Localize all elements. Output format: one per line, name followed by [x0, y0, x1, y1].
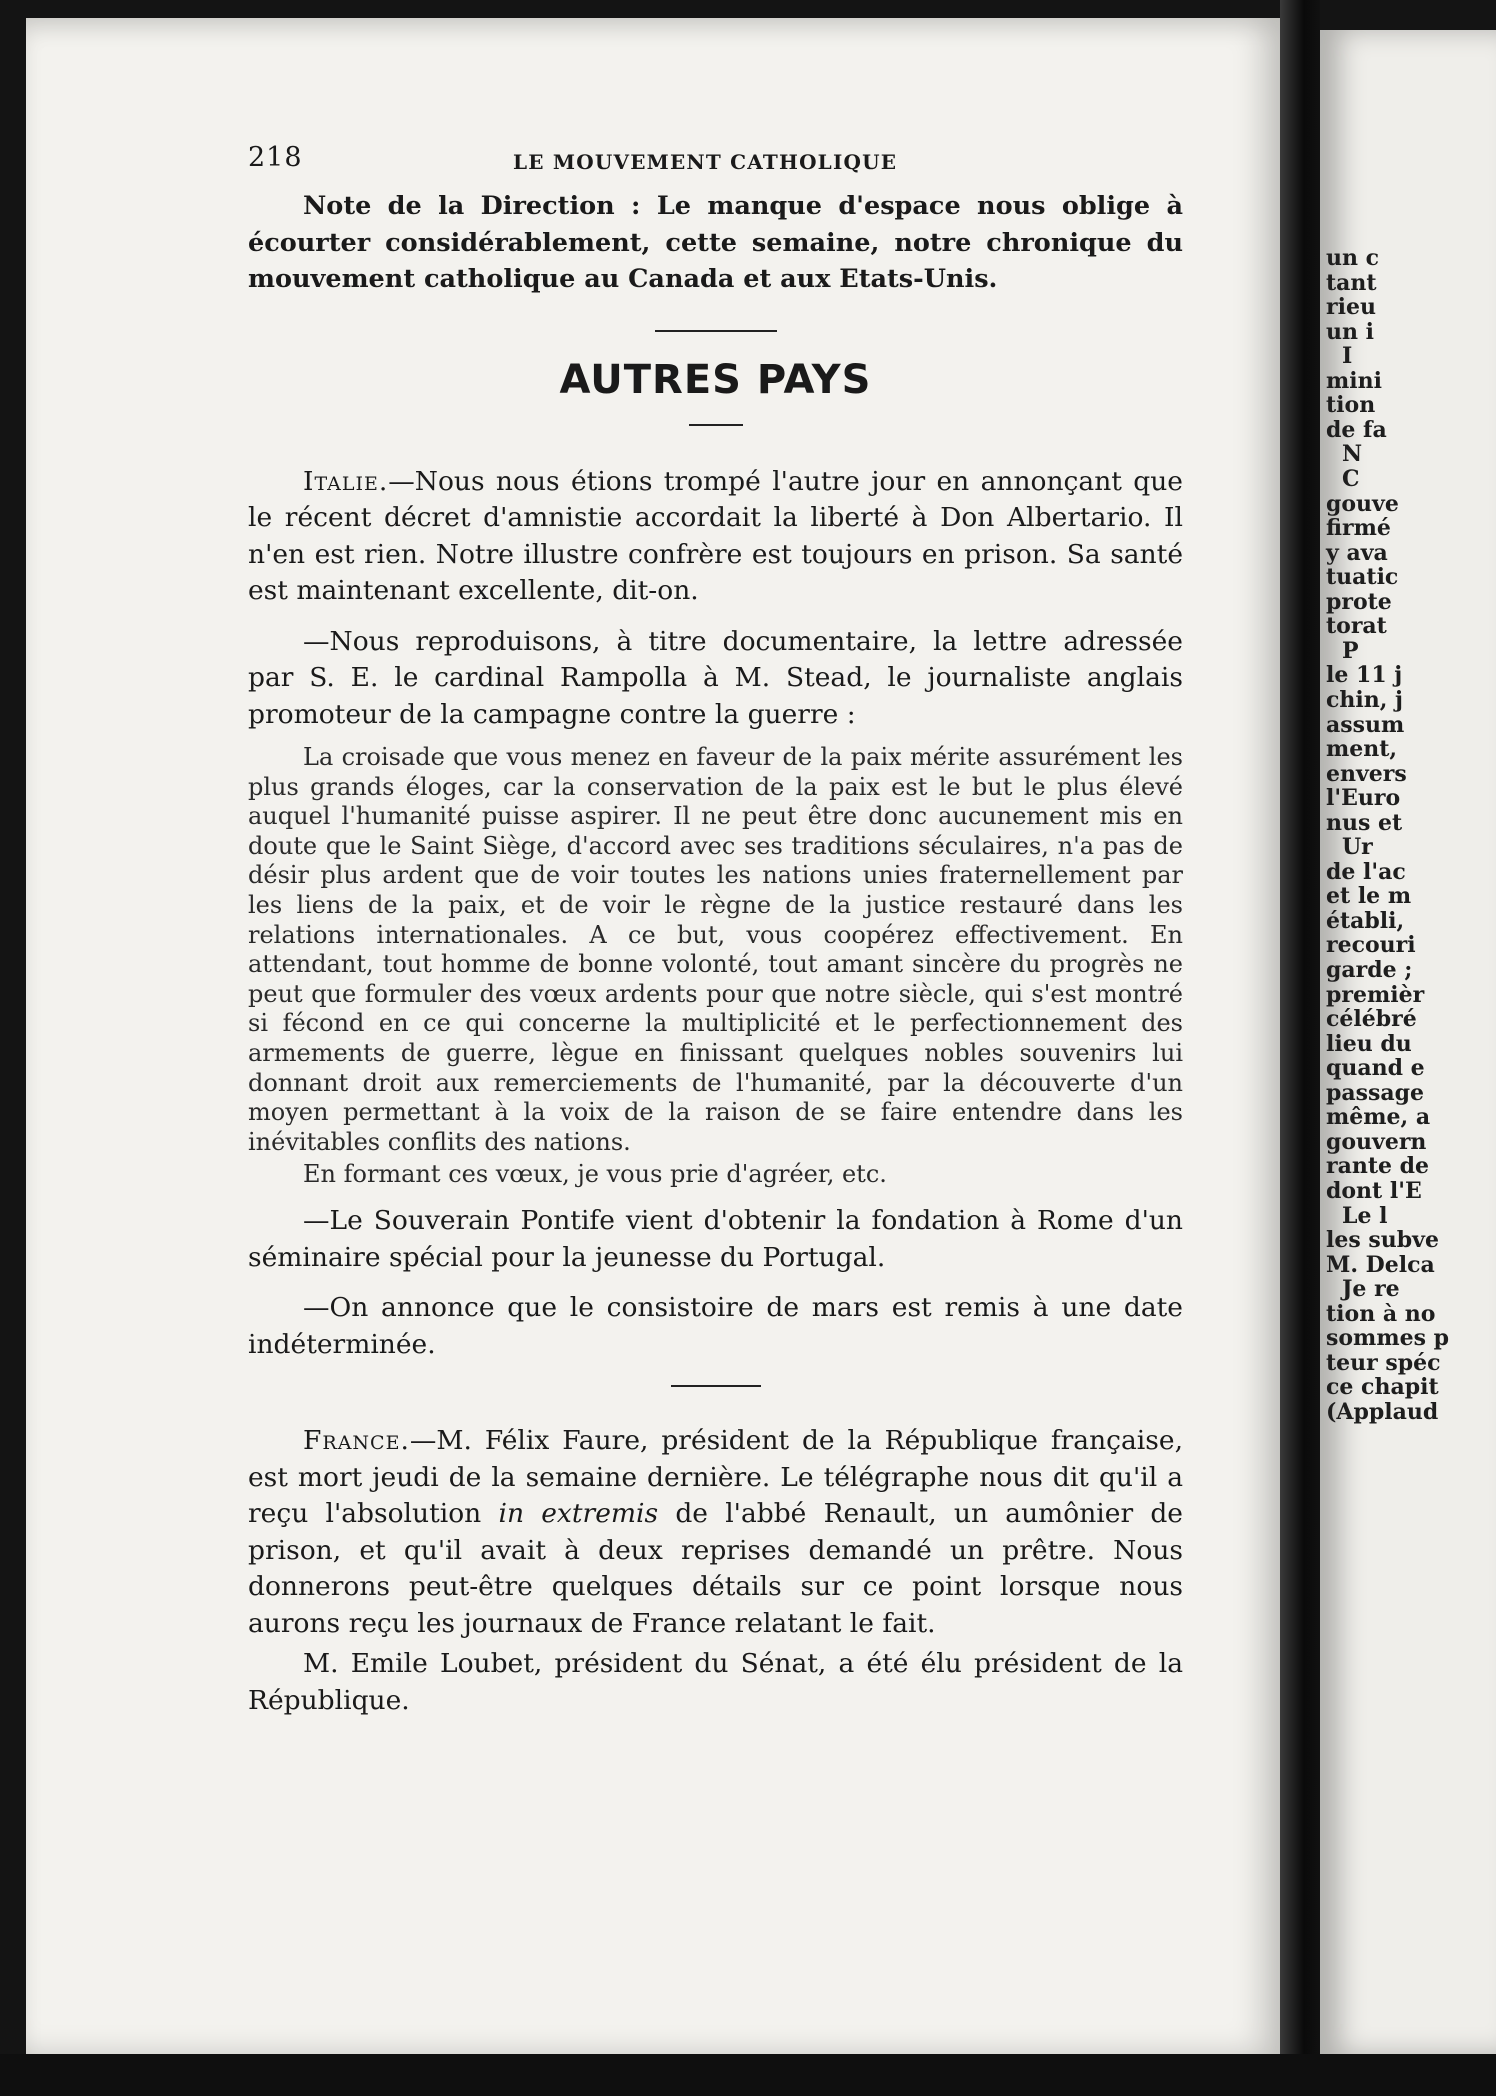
- facing-page-fragment: prote: [1326, 588, 1392, 615]
- facing-page-fragment: ment,: [1326, 736, 1398, 763]
- facing-page-fragment: tion: [1326, 392, 1376, 419]
- facing-page-fragment: tion à no: [1326, 1300, 1436, 1327]
- loubet-paragraph: M. Emile Loubet, président du Sénat, a été élu président de la République.: [248, 1648, 1183, 1716]
- editorial-note: Note de la Direction : Le manque d'espace nous oblige à écourter considérablement, cette semaine, notre chronique du mouvement catholique au Canada et aux Etats-Unis.: [248, 191, 1183, 294]
- facing-page-fragment: gouve: [1326, 490, 1399, 517]
- rampolla-letter: La croisade que vous menez en faveur de la paix mérite assurément les plus grands éloges, car la conservation de la paix est le but le plus élevé auquel l'humanité puisse aspirer. Il ne peut être donc aucunement mis en doute que le Saint Siège, d'accord avec ses traditions séculaires, n'a pas de désir plus ardent que de voir toutes les nations unies fraternellement par les liens de la paix, et de voir le règne de la justice restauré dans les relations internationales. A ce but, vous coopérez effectivement. En attendant, tout homme de bonne volonté, tout amant sincère du progrès ne peut que formuler des vœux ardents pour que notre siècle, qui s'est montré si fécond en ce qui concerne la multiplicité et le perfectionnement des armements de guerre, lègue en finissant quelques nobles souvenirs lui donnant droit aux remerciements de l'humanité, par la découverte d'un moyen permettant à la voix de la raison de se faire entendre dans les inévitables conflits des nations.: [248, 743, 1183, 1156]
- book-spine: [1280, 0, 1320, 2096]
- facing-page-fragment: recouri: [1326, 932, 1416, 959]
- facing-page-fragment: assum: [1326, 711, 1405, 738]
- divider: [655, 330, 777, 332]
- facing-page-fragment: nus et: [1326, 809, 1403, 836]
- divider: [671, 1385, 761, 1387]
- facing-page-fragment: célébré: [1326, 1006, 1417, 1033]
- facing-page-fragment: même, a: [1326, 1104, 1431, 1131]
- facing-page-fragment: (Applaud: [1326, 1399, 1439, 1425]
- facing-page-fragment: le 11 j: [1326, 662, 1403, 689]
- facing-page-fragment: passage: [1326, 1079, 1425, 1106]
- facing-page: [1320, 30, 1496, 2054]
- facing-page-fragment: chin, j: [1326, 686, 1404, 713]
- facing-page-fragment: gouvern: [1326, 1128, 1427, 1155]
- facing-page-fragment: Je re: [1342, 1276, 1400, 1303]
- facing-page-fragment: garde ;: [1326, 957, 1413, 984]
- france-text-before: —M. Félix Faure, président de la République française, est mort jeudi de la semaine dernière. Le télégraphe nous dit qu'il a reçu l'absolution: [248, 1425, 1183, 1530]
- facing-page-fragment: envers: [1326, 760, 1407, 787]
- facing-page-fragment: un c: [1326, 245, 1380, 271]
- facing-page-fragment: P: [1342, 637, 1359, 664]
- facing-page-fragment: un i: [1326, 318, 1375, 345]
- facing-page-fragment: l'Euro: [1326, 785, 1401, 812]
- section-title: AUTRES PAYS: [559, 356, 872, 403]
- facing-page-fragment: les subve: [1326, 1227, 1439, 1254]
- page-content: [248, 140, 1183, 1719]
- seminaire-paragraph: —Le Souverain Pontife vient d'obtenir la fondation à Rome d'un séminaire spécial pour la jeunesse du Portugal.: [248, 1205, 1183, 1273]
- country-label: Italie.: [303, 465, 389, 497]
- stead-intro: —Nous reproduisons, à titre documentaire, la lettre adressée par S. E. le cardinal Rampolla à M. Stead, le journaliste anglais promoteur de la campagne contre la guerre :: [248, 625, 1183, 730]
- letter-closing: En formant ces vœux, je vous prie d'agréer, etc.: [303, 1160, 887, 1189]
- facing-page-fragment: M. Delca: [1326, 1251, 1435, 1278]
- facing-page-fragment: ce chapit: [1326, 1374, 1439, 1401]
- emphasis-text: in extremis: [498, 1498, 659, 1530]
- facing-page-fragment: torat: [1326, 613, 1387, 640]
- france-paragraph: [248, 1423, 1183, 1642]
- facing-page-fragment: premièr: [1326, 981, 1425, 1008]
- facing-page-fragment: établi,: [1326, 907, 1405, 934]
- facing-page-fragment: firmé: [1326, 515, 1391, 542]
- running-head: [248, 140, 1183, 180]
- facing-page-fragment: lieu du: [1326, 1030, 1412, 1057]
- consistoire-paragraph: —On annonce que le consistoire de mars est remis à une date indéterminée.: [248, 1292, 1183, 1360]
- scan-border: [0, 2054, 1496, 2096]
- facing-page-fragment: quand e: [1326, 1055, 1425, 1082]
- facing-page-fragment: de l'ac: [1326, 858, 1406, 885]
- facing-page-fragment: rante de: [1326, 1153, 1430, 1180]
- facing-page-fragment: et le m: [1326, 883, 1412, 910]
- facing-page-fragment: N: [1342, 441, 1363, 468]
- country-label: France.: [303, 1425, 410, 1457]
- journal-title: LE MOUVEMENT CATHOLIQUE: [513, 150, 898, 174]
- france-text-after: de l'abbé Renault, un aumônier de prison, et qu'il avait à deux reprises demandé un prêtre. Nous donnerons peut-être quelques détails sur ce point lorsque nous aurons reçu les journaux de France relatant le fait.: [248, 1498, 1183, 1639]
- italie-text: —Nous nous étions trompé l'autre jour en annonçant que le récent décret d'amnistie accordait la liberté à Don Albertario. Il n'en est rien. Notre illustre confrère est toujours en prison. Sa santé est maintenant excellente, dit-on.: [248, 465, 1183, 606]
- facing-page-fragment: C: [1342, 465, 1360, 492]
- italie-paragraph: [248, 464, 1183, 610]
- facing-page-fragment: Le l: [1342, 1202, 1388, 1229]
- facing-page-fragment: dont l'E: [1326, 1178, 1422, 1205]
- facing-page-fragment: de fa: [1326, 416, 1387, 443]
- facing-page-fragment: tant: [1326, 269, 1377, 296]
- page-number: 218: [248, 142, 303, 173]
- facing-page-fragment: Ur: [1342, 834, 1373, 861]
- facing-page-fragment: teur spéc: [1326, 1349, 1441, 1376]
- facing-page-fragment: tuatic: [1326, 564, 1399, 591]
- divider: [689, 424, 743, 426]
- facing-page-fragment: sommes p: [1326, 1325, 1450, 1352]
- facing-page-fragment: rieu: [1326, 294, 1376, 321]
- facing-page-fragment: I: [1342, 343, 1353, 370]
- facing-page-fragment: mini: [1326, 367, 1382, 394]
- facing-page-fragment: y ava: [1326, 539, 1388, 566]
